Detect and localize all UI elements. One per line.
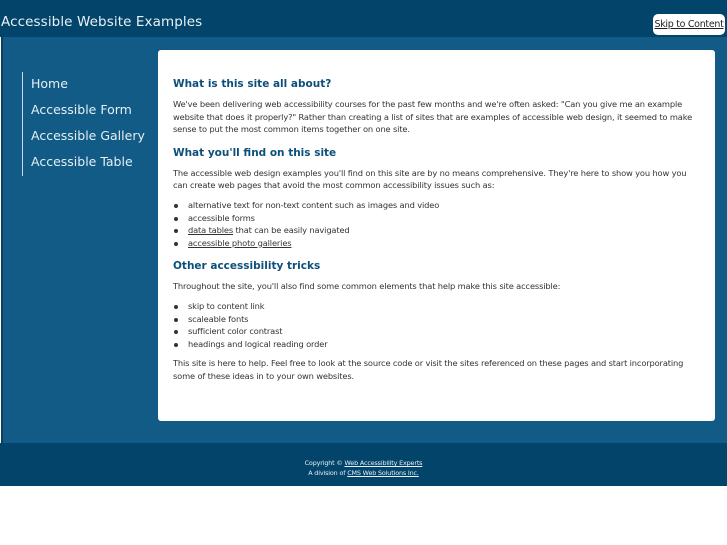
division-line — [0, 469, 727, 479]
photo-galleries-link[interactable]: accessible photo galleries — [188, 237, 292, 248]
list-item: headings and logical reading order — [184, 338, 700, 351]
content-area — [158, 50, 715, 421]
main-panel — [1, 37, 727, 443]
about-paragraph: We've been delivering web accessibility courses for the past few months and we're often asked: "Can you give me an example website that does it properly?" Rather than creating a list of sites that are examples of accessible web design, it seemed to make sense to put the most common items together on one site. — [173, 99, 693, 135]
site-title: Accessible Website Examples — [1, 14, 203, 30]
list-item: skip to content link — [184, 300, 700, 313]
tricks-paragraph: Throughout the site, you'll also find some common elements that help make this site accessible: — [173, 281, 561, 292]
copyright-prefix: Copyright © — [304, 459, 345, 467]
list-item — [184, 224, 700, 237]
list-item — [184, 237, 700, 250]
list-item-text: that can be easily navigated — [233, 225, 350, 236]
list-item: sufficient color contrast — [184, 325, 700, 338]
division-prefix: A division of — [308, 468, 348, 477]
data-tables-link[interactable]: data tables — [188, 225, 234, 236]
sidebar-nav — [22, 72, 145, 176]
nav-item-accessible-form[interactable]: Accessible Form — [31, 102, 132, 117]
site-footer — [0, 443, 727, 486]
cms-web-solutions-link[interactable]: CMS Web Solutions Inc. — [347, 468, 419, 477]
section-heading-find: What you'll find on this site — [173, 146, 337, 159]
nav-item-home[interactable]: Home — [31, 76, 68, 91]
list-item: alternative text for non-text content such as images and video — [184, 199, 700, 212]
section-heading-tricks: Other accessibility tricks — [173, 260, 321, 273]
list-item: scaleable fonts — [184, 313, 700, 326]
skip-to-content-link[interactable]: Skip to Content — [653, 14, 725, 35]
find-list — [173, 199, 700, 249]
site-header — [0, 0, 727, 37]
web-accessibility-experts-link[interactable]: Web Accessibility Experts — [344, 459, 423, 467]
section-heading-about: What is this site all about? — [173, 78, 332, 90]
list-item: accessible forms — [184, 212, 700, 225]
nav-item-accessible-gallery[interactable]: Accessible Gallery — [31, 128, 145, 143]
nav-item-accessible-table[interactable]: Accessible Table — [31, 154, 133, 169]
find-paragraph: The accessible web design examples you'll find on this site are by no means comprehensive. They're here to show you how you can create web pages that avoid the most common accessibility issues such as: — [173, 167, 687, 191]
closing-paragraph: This site is here to help. Feel free to look at the source code or visit the sites referenced on these pages and start incorporating some of these ideas in to your own websites. — [173, 358, 684, 381]
tricks-list — [173, 300, 700, 350]
copyright-line — [0, 459, 727, 469]
